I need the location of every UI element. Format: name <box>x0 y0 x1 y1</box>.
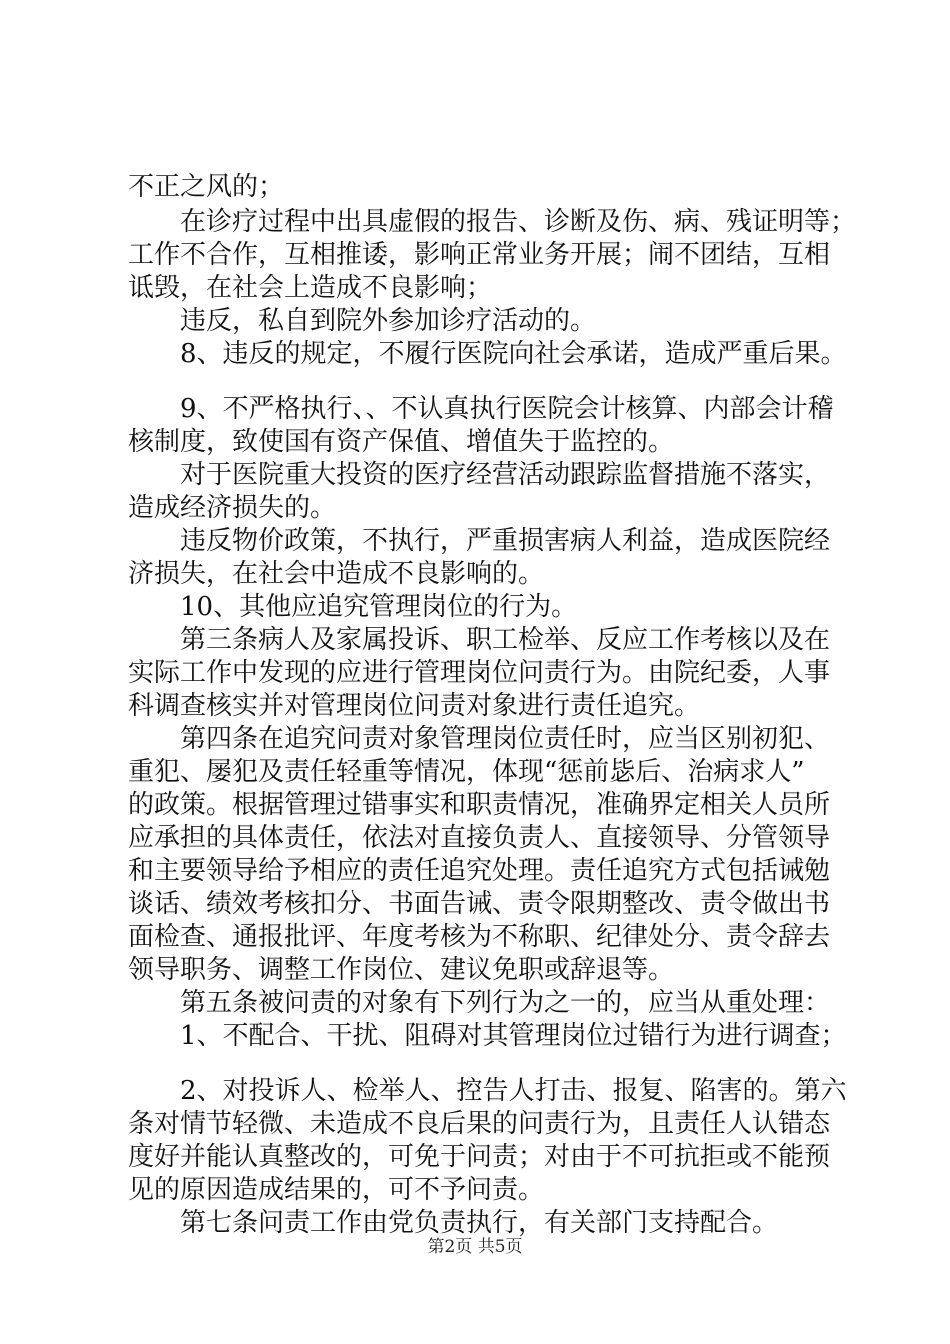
text-line-16: 科调查核实并对管理岗位问责对象进行责任追究。 <box>128 691 701 721</box>
text-line-4: 诋毁，在社会上造成不良影响； <box>128 273 493 303</box>
text-line-13: 10、其他应追究管理岗位的行为。 <box>128 592 578 622</box>
text-line-27: 2、对投诉人、检举人、控告人打击、报复、陷害的。第六 <box>128 1076 847 1106</box>
text-line-14: 第三条病人及家属投诉、职工检举、反应工作考核以及在 <box>128 625 831 655</box>
text-line-1: 不正之风的； <box>128 172 285 202</box>
text-line-3: 工作不合作，互相推诿，影响正常业务开展；闹不团结，互相 <box>128 240 831 270</box>
text-line-28: 条对情节轻微、未造成不良后果的问责行为，且责任人认错态 <box>128 1109 831 1139</box>
text-line-23: 面检查、通报批评、年度考核为不称职、纪律处分、责令辞去 <box>128 922 831 952</box>
text-line-24: 领导职务、调整工作岗位、建议免职或辞退等。 <box>128 955 675 985</box>
text-line-15: 实际工作中发现的应进行管理岗位问责行为。由院纪委，人事 <box>128 658 831 688</box>
text-line-8: 核制度，致使国有资产保值、增值失于监控的。 <box>128 427 675 457</box>
text-line-26: 1、不配合、干扰、阻碍对其管理岗位过错行为进行调查； <box>128 1021 847 1051</box>
text-line-20: 应承担的具体责任，依法对直接负责人、直接领导、分管领导 <box>128 823 831 853</box>
text-line-2: 在诊疗过程中出具虚假的报告、诊断及伤、病、残证明等； <box>128 207 857 237</box>
text-line-10: 造成经济损失的。 <box>128 493 337 523</box>
text-line-6: 8、违反的规定，不履行医院向社会承诺，造成严重后果。 <box>128 339 847 369</box>
page-footer: 第2页 共5页 <box>427 1237 523 1257</box>
text-line-17: 第四条在追究问责对象管理岗位责任时，应当区别初犯、 <box>128 724 831 754</box>
text-line-18: 重犯、屡犯及责任轻重等情况，体现“惩前毖后、治病求人” <box>128 757 805 787</box>
text-line-12: 济损失，在社会中造成不良影响的。 <box>128 559 545 589</box>
text-line-19: 的政策。根据管理过错事实和职责情况，准确界定相关人员所 <box>128 790 831 820</box>
text-line-22: 谈话、绩效考核扣分、书面告诫、责令限期整改、责令做出书 <box>128 889 831 919</box>
text-line-29: 度好并能认真整改的，可免于问责；对由于不可抗拒或不能预 <box>128 1142 831 1172</box>
text-line-7: 9、不严格执行、、不认真执行医院会计核算、内部会计稽 <box>128 394 834 424</box>
text-line-30: 见的原因造成结果的，可不予问责。 <box>128 1175 545 1205</box>
text-line-11: 违反物价政策，不执行，严重损害病人利益，造成医院经 <box>128 526 831 556</box>
text-line-25: 第五条被问责的对象有下列行为之一的，应当从重处理： <box>128 988 831 1018</box>
text-line-31: 第七条问责工作由党负责执行，有关部门支持配合。 <box>128 1208 779 1238</box>
text-line-5: 违反，私自到院外参加诊疗活动的。 <box>128 306 597 336</box>
text-line-9: 对于医院重大投资的医疗经营活动跟踪监督措施不落实， <box>128 460 831 490</box>
text-line-21: 和主要领导给予相应的责任追究处理。责任追究方式包括诫勉 <box>128 856 831 886</box>
